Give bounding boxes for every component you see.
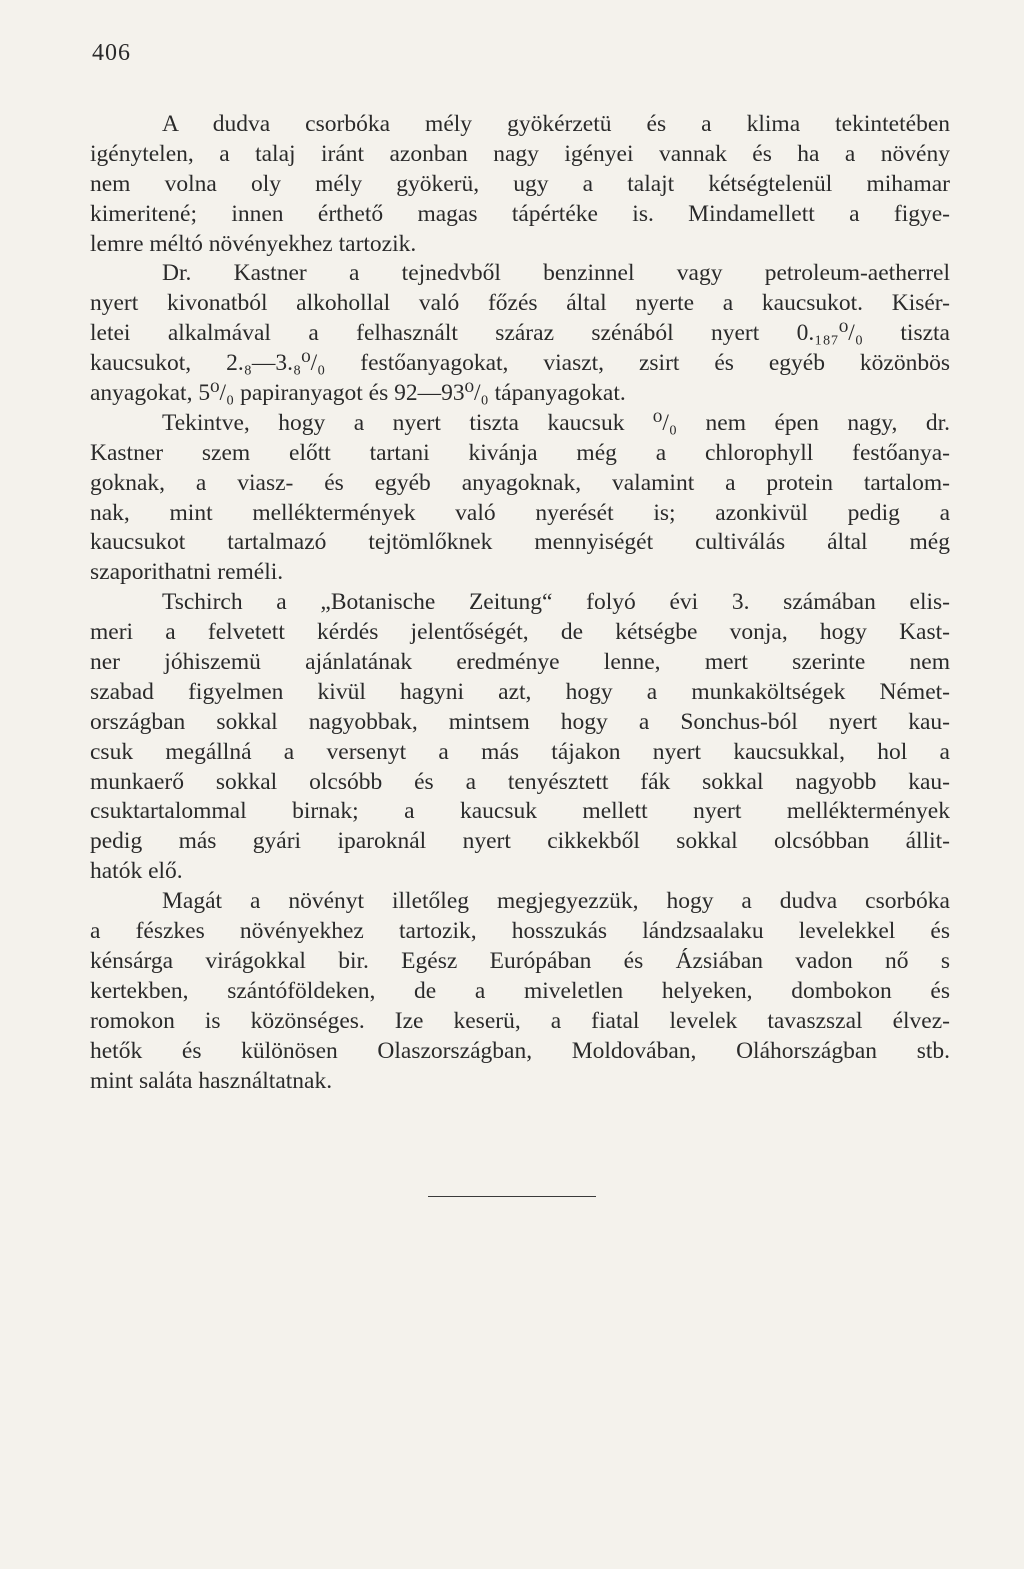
text-line: szabad figyelmen kivül hagyni azt, hogy a munkaköltségek Német- xyxy=(90,678,950,705)
text-line: Dr. Kastner a tejnedvből benzinnel vagy petroleum-aetherrel xyxy=(162,260,950,287)
section-divider xyxy=(428,1196,596,1197)
text-line: kénsárga virágokkal bir. Egész Európában és Ázsiában vadon nő s xyxy=(90,947,950,974)
text-line: nyert kivonatból alkohollal való főzés által nyerte a kaucsukot. Kisér- xyxy=(90,290,950,317)
text-line: országban sokkal nagyobbak, mintsem hogy a Sonchus-ból nyert kau- xyxy=(90,708,950,735)
text-line: igénytelen, a talaj iránt azonban nagy igényei vannak és ha a növény xyxy=(90,140,950,167)
text-line: letei alkalmával a felhasznált száraz szénából nyert 0.₁₈₇⁰/₀ tiszta xyxy=(90,320,950,347)
text-line: csuk megállná a versenyt a más tájakon nyert kaucsukkal, hol a xyxy=(90,738,950,765)
text-line: ner jóhiszemü ajánlatának eredménye lenne, mert szerinte nem xyxy=(90,649,950,676)
text-line: hatók elő. xyxy=(90,858,183,885)
text-line: romokon is közönséges. Ize keserü, a fiatal levelek tavaszszal élvez- xyxy=(90,1007,950,1034)
text-line: pedig más gyári iparoknál nyert cikkekből sokkal olcsóbban állit- xyxy=(90,828,950,855)
text-line: A dudva csorbóka mély gyökérzetü és a klima tekintetében xyxy=(162,111,950,137)
text-line: Tekintve, hogy a nyert tiszta kaucsuk ⁰/₀ nem épen nagy, dr. xyxy=(162,409,950,436)
text-line: csuktartalommal birnak; a kaucsuk mellett nyert melléktermények xyxy=(90,798,950,825)
text-line: Kastner szem előtt tartani kivánja még a chlorophyll festőanya- xyxy=(90,439,950,466)
text-line: lemre méltó növényekhez tartozik. xyxy=(90,230,417,257)
text-line: meri a felvetett kérdés jelentőségét, de kétségbe vonja, hogy Kast- xyxy=(90,619,950,646)
text-line: nem volna oly mély gyökerü, ugy a talajt kétségtelenül mihamar xyxy=(90,170,950,197)
text-line: anyagokat, 5⁰/₀ papiranyagot és 92—93⁰/₀ tápanyagokat. xyxy=(90,380,626,407)
page-number: 406 xyxy=(92,40,131,66)
text-line: kimeritené; innen érthető magas tápértéke is. Mindamellett a figye- xyxy=(90,200,950,227)
text-line: kaucsukot, 2.₈—3.₈⁰/₀ festőanyagokat, viaszt, zsirt és egyéb közönbös xyxy=(90,350,950,377)
text-line: a fészkes növényekhez tartozik, hosszukás lándzsaalaku levelekkel és xyxy=(90,918,950,945)
text-line: goknak, a viasz- és egyéb anyagoknak, valamint a protein tartalom- xyxy=(90,469,950,496)
text-line: mint saláta használtatnak. xyxy=(90,1067,333,1094)
text-line: Tschirch a „Botanische Zeitung“ folyó évi 3. számában elis- xyxy=(162,589,950,616)
text-line: kertekben, szántóföldeken, de a miveletlen helyeken, dombokon és xyxy=(90,977,950,1004)
body-text xyxy=(90,110,950,1096)
text-line: nak, mint melléktermények való nyerését is; azonkivül pedig a xyxy=(90,499,950,526)
text-line: munkaerő sokkal olcsóbb és a tenyésztett fák sokkal nagyobb kau- xyxy=(90,768,950,795)
text-line: kaucsukot tartalmazó tejtömlőknek mennyiségét cultiválás által még xyxy=(90,529,950,556)
text-line: szaporithatni reméli. xyxy=(90,559,284,586)
text-line: hetők és különösen Olaszországban, Moldovában, Oláhországban stb. xyxy=(90,1037,950,1064)
text-line: Magát a növényt illetőleg megjegyezzük, hogy a dudva csorbóka xyxy=(162,888,950,915)
